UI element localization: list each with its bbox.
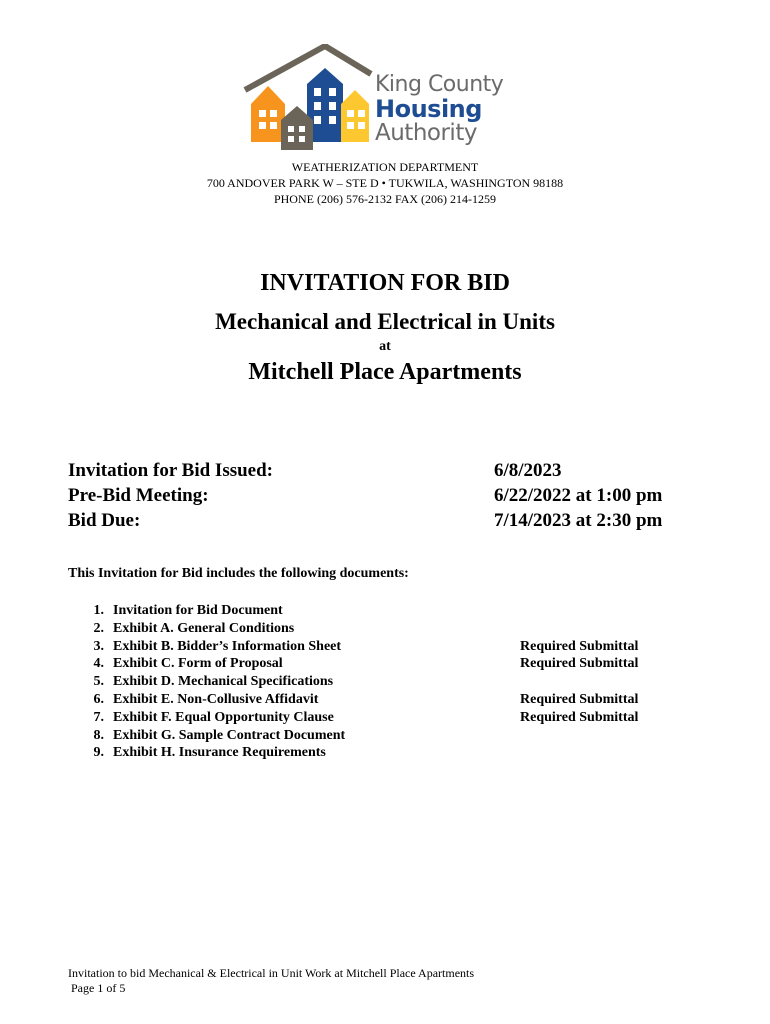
date-value: 6/8/2023 <box>494 460 562 481</box>
documents-intro: This Invitation for Bid includes the following documents: <box>68 566 409 581</box>
date-row <box>68 508 708 533</box>
list-item <box>88 638 668 656</box>
item-text: Invitation for Bid Document <box>113 603 283 618</box>
project-title: Mechanical and Electrical in Units <box>215 309 555 334</box>
item-text: Exhibit B. Bidder’s Information Sheet <box>113 638 342 654</box>
item-number: 7. <box>93 709 104 725</box>
item-note: Required Submittal <box>520 656 639 672</box>
item-text: Exhibit F. Equal Opportunity Clause <box>113 709 334 725</box>
list-item <box>88 655 668 673</box>
logo-line-2: Housing <box>375 95 482 123</box>
list-item <box>88 620 668 638</box>
item-number: 3. <box>93 638 104 654</box>
list-item <box>88 691 668 709</box>
item-text: Exhibit H. Insurance Requirements <box>113 745 326 761</box>
department-name: WEATHERIZATION DEPARTMENT <box>291 160 479 174</box>
logo-line-1: King County <box>375 72 504 97</box>
location-title: Mitchell Place Apartments <box>248 359 522 385</box>
list-item <box>88 744 668 762</box>
key-dates <box>68 458 708 533</box>
logo-line-3: Authority <box>375 120 477 146</box>
date-row <box>68 458 708 483</box>
item-note: Required Submittal <box>520 709 639 725</box>
date-label: Invitation for Bid Issued: <box>68 460 274 481</box>
date-label: Pre-Bid Meeting: <box>68 485 209 506</box>
houses-icon <box>243 44 383 152</box>
date-row <box>68 483 708 508</box>
department-address: 700 ANDOVER PARK W – STE D • TUKWILA, WASHINGTON 98188 <box>206 176 564 190</box>
document-title: INVITATION FOR BID <box>260 270 510 296</box>
logo-wordmark <box>375 74 503 145</box>
list-item <box>88 727 668 745</box>
footer-title: Invitation to bid Mechanical & Electrical in Unit Work at Mitchell Place Apartments <box>68 966 475 980</box>
page-number: Page 1 of 5 <box>68 981 126 995</box>
page-footer <box>68 966 474 996</box>
list-item <box>88 673 668 691</box>
item-note: Required Submittal <box>520 638 639 654</box>
letterhead <box>0 159 770 207</box>
list-item <box>88 602 668 620</box>
department-phone: PHONE (206) 576-2132 FAX (206) 214-1259 <box>273 192 497 206</box>
item-number: 5. <box>93 674 104 690</box>
at-text: at <box>379 339 391 354</box>
item-note: Required Submittal <box>520 691 639 707</box>
item-number: 6. <box>93 691 104 707</box>
item-number: 9. <box>93 745 104 761</box>
item-text: Exhibit E. Non-Collusive Affidavit <box>113 691 319 707</box>
item-text: Exhibit C. Form of Proposal <box>113 656 283 672</box>
date-value: 7/14/2023 at 2:30 pm <box>494 510 663 531</box>
documents-list <box>88 602 668 762</box>
item-text: Exhibit G. Sample Contract Document <box>113 727 346 743</box>
item-text: Exhibit A. General Conditions <box>113 620 295 636</box>
list-item <box>88 709 668 727</box>
item-number: 8. <box>93 727 104 743</box>
item-number: 2. <box>93 620 104 636</box>
date-label: Bid Due: <box>68 510 141 531</box>
item-text: Exhibit D. Mechanical Specifications <box>113 674 334 690</box>
kcha-logo <box>243 44 533 152</box>
item-number: 1. <box>93 603 104 618</box>
item-number: 4. <box>93 656 104 672</box>
date-value: 6/22/2022 at 1:00 pm <box>494 485 663 506</box>
